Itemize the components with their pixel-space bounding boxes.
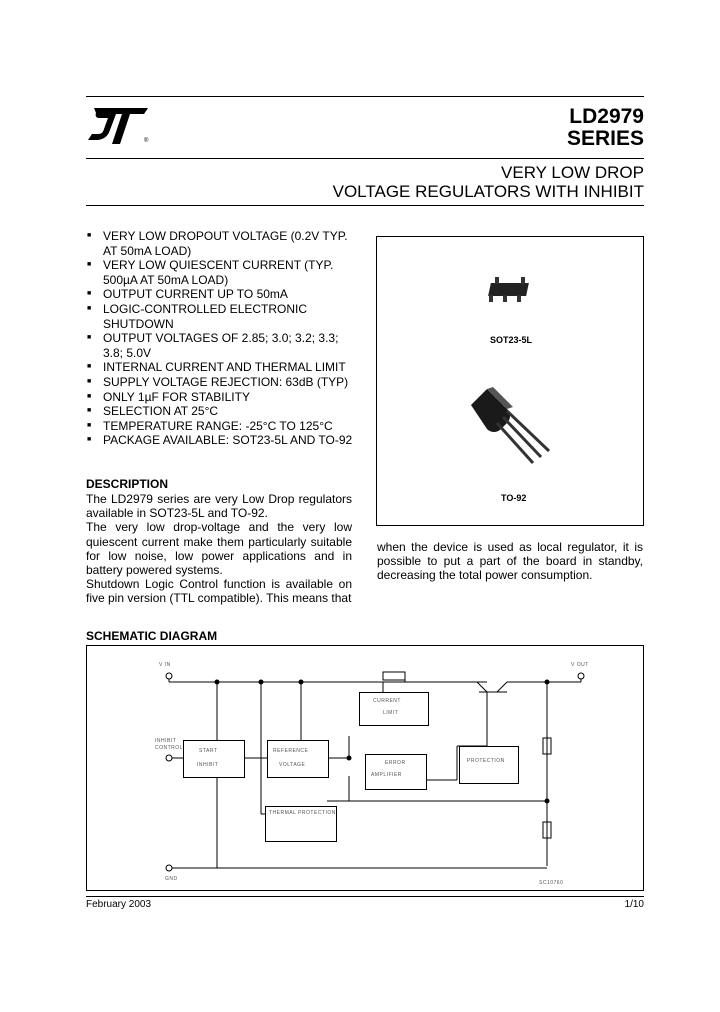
bullet-icon: ■ xyxy=(87,436,92,444)
subtitle-rule xyxy=(86,205,644,206)
inhibit-block-label: INHIBIT xyxy=(197,762,219,768)
bullet-icon: ■ xyxy=(87,290,92,298)
thermal-label: THERMAL PROTECTION xyxy=(269,810,336,816)
schematic-heading: SCHEMATIC DIAGRAM xyxy=(86,629,218,643)
st-logo-icon xyxy=(86,104,152,148)
bullet-icon: ■ xyxy=(87,334,92,342)
part-number: LD2979 xyxy=(569,105,644,128)
feature-item: ■ OUTPUT VOLTAGES OF 2.85; 3.0; 3.2; 3.3; 3.8; 5.0V xyxy=(87,331,339,360)
sot23-package-icon xyxy=(485,273,539,307)
to92-package-icon xyxy=(465,383,557,475)
registered-mark: ® xyxy=(144,138,149,144)
description-heading: DESCRIPTION xyxy=(86,477,169,491)
amplifier-label: AMPLIFIER xyxy=(371,772,402,778)
feature-item: ■ OUTPUT CURRENT UP TO 50mA xyxy=(87,287,288,302)
description-text xyxy=(86,492,352,606)
limit-label: LIMIT xyxy=(383,710,399,716)
bullet-icon: ■ xyxy=(87,232,92,239)
description-p3-continued: when the device is used as local regulator, it is possible to put a part of the board in standby, decreasing the total power consumption. xyxy=(377,540,643,583)
description-p1: The LD2979 series are very Low Drop regulators available in SOT23-5L and TO-92. xyxy=(86,492,352,521)
inhibit-control-label: INHIBIT CONTROL xyxy=(155,738,183,751)
gnd-label: GND xyxy=(165,876,178,882)
bullet-icon: ■ xyxy=(87,377,92,385)
bullet-icon: ■ xyxy=(87,392,92,400)
feature-item: ■ SELECTION AT 25°C xyxy=(87,404,219,419)
error-label: ERROR xyxy=(385,760,406,766)
bullet-icon: ■ xyxy=(87,363,92,371)
protection-block xyxy=(459,746,519,784)
feature-item: ■ VERY LOW DROPOUT VOLTAGE (0.2V TYP. AT 50mA LOAD) xyxy=(87,229,348,258)
description-p2: The very low drop-voltage and the very low quiescent current make them particularly suitable for low noise, low power applications and in battery powered systems. xyxy=(86,520,352,578)
start-inhibit-block xyxy=(183,740,245,778)
schematic-diagram xyxy=(86,645,644,891)
mid-rule xyxy=(86,158,644,159)
feature-item: ■ TEMPERATURE RANGE: -25°C TO 125°C xyxy=(87,418,333,433)
subtitle-line1: VERY LOW DROP xyxy=(501,163,644,182)
footer-date: February 2003 xyxy=(86,899,152,910)
vout-label: V OUT xyxy=(571,662,589,668)
to92-label: TO-92 xyxy=(501,493,527,503)
feature-item: ■ SUPPLY VOLTAGE REJECTION: 63dB (TYP) xyxy=(87,374,349,389)
reference-voltage-block xyxy=(267,740,329,778)
voltage-label: VOLTAGE xyxy=(279,762,306,768)
subtitle-line2: VOLTAGE REGULATORS WITH INHIBIT xyxy=(332,182,644,201)
package-box xyxy=(376,236,644,526)
schematic-code: SC10760 xyxy=(539,880,564,886)
current-label: CURRENT xyxy=(373,698,401,704)
bullet-icon: ■ xyxy=(87,421,92,429)
feature-list xyxy=(86,229,356,448)
feature-item: ■ PACKAGE AVAILABLE: SOT23-5L AND TO-92 xyxy=(87,433,353,448)
series-label: SERIES xyxy=(566,127,644,150)
bullet-icon: ■ xyxy=(87,407,92,415)
feature-item: ■ INTERNAL CURRENT AND THERMAL LIMIT xyxy=(87,360,346,375)
start-label: START xyxy=(199,748,218,754)
reference-label: REFERENCE xyxy=(273,748,309,754)
vin-label: V IN xyxy=(159,662,171,668)
protection-label: PROTECTION xyxy=(467,758,505,764)
feature-item: ■ LOGIC-CONTROLLED ELECTRONIC SHUTDOWN xyxy=(87,301,308,331)
bullet-icon: ■ xyxy=(87,261,92,269)
sot23-label: SOT23-5L xyxy=(490,335,533,345)
bullet-icon: ■ xyxy=(87,304,92,312)
description-p3: Shutdown Logic Control function is available on five pin version (TTL compatible). This means that xyxy=(86,577,352,606)
footer-rule xyxy=(86,896,644,897)
st-logo xyxy=(86,104,152,148)
footer-page: 1/10 xyxy=(624,899,644,910)
top-rule xyxy=(86,96,644,97)
feature-item: ■ ONLY 1µF FOR STABILITY xyxy=(87,389,250,404)
feature-item: ■ VERY LOW QUIESCENT CURRENT (TYP. 500µA AT 50mA LOAD) xyxy=(87,258,334,287)
